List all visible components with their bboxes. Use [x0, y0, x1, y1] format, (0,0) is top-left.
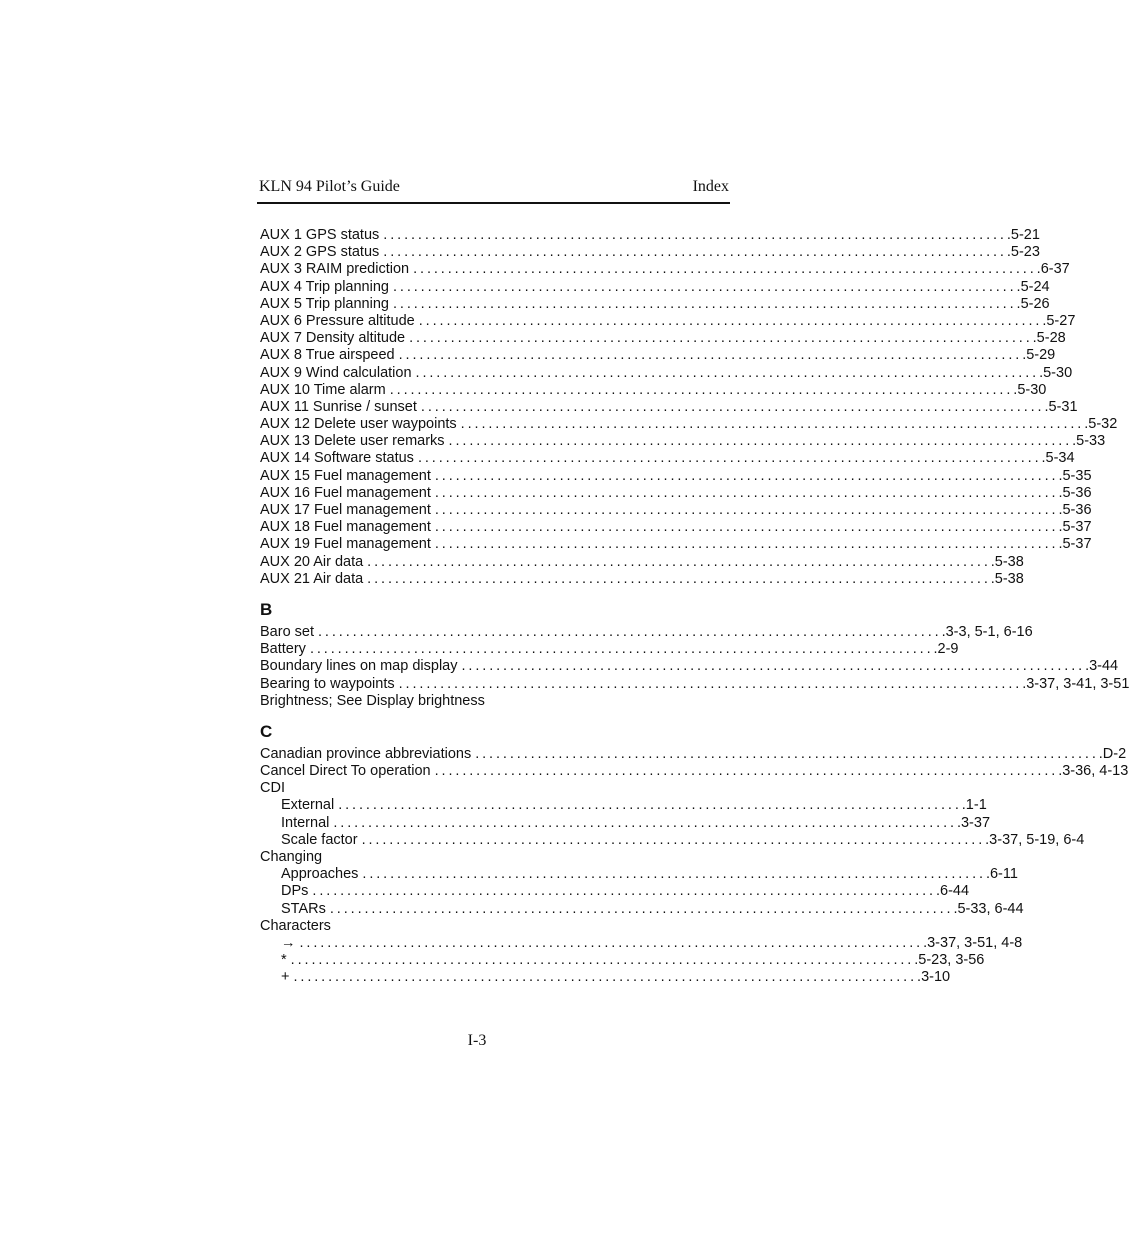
index-entry	[260, 553, 1024, 571]
entry-label: →	[281, 934, 296, 951]
entry-page-ref: .5-36	[1058, 484, 1092, 501]
entry-label: AUX 17 Fuel management	[260, 502, 431, 518]
index-entry	[260, 952, 985, 969]
dot-leader: ..........................................................................................	[389, 381, 1014, 398]
index-entry	[260, 814, 991, 832]
entry-label: *	[281, 952, 287, 969]
index-entry	[260, 381, 1047, 399]
page-number: I-3	[467, 1032, 487, 1049]
entry-page-ref: .3-36, 4-13	[1058, 763, 1129, 780]
index-entry	[260, 934, 1023, 952]
dot-leader: ..........................................................................................	[329, 900, 954, 917]
index-entry	[260, 780, 723, 797]
dot-leader: ..........................................................................................	[392, 278, 1017, 295]
dot-leader: ..........................................................................................	[461, 658, 1086, 675]
entry-page-ref: .3-37	[956, 814, 991, 831]
index-entry	[260, 450, 1075, 467]
dot-leader: ..........................................................................................	[312, 883, 936, 900]
entry-label: AUX 13 Delete user remarks	[260, 433, 445, 450]
entry-page-ref: .5-33, 6-44	[953, 900, 1024, 917]
dot-leader: ..........................................................................................	[383, 227, 1007, 243]
entry-page-ref: .3-37, 3-41, 3-51	[1022, 675, 1129, 692]
header-divider	[257, 202, 730, 204]
dot-leader: ..........................................................................................	[309, 641, 934, 658]
entry-label: AUX 20 Air data	[260, 553, 364, 570]
index-entry	[260, 883, 970, 900]
dot-leader: ..........................................................................................	[434, 519, 1059, 536]
entry-page-ref: .5-37	[1058, 519, 1092, 536]
dot-leader: ..........................................................................................	[434, 536, 1059, 553]
index-entry	[260, 484, 1092, 502]
dot-leader: ..........................................................................................	[299, 934, 924, 951]
entry-page-ref: .1-1	[961, 797, 987, 814]
dot-leader: ..........................................................................................	[367, 553, 991, 570]
dot-leader: ..........................................................................................	[415, 364, 1040, 381]
index-entry	[260, 261, 1070, 278]
dot-leader: ..........................................................................................	[448, 433, 1073, 450]
dot-leader: ..........................................................................................	[362, 866, 986, 883]
dot-leader: ..........................................................................................	[367, 570, 991, 587]
index-entry	[260, 347, 1056, 364]
entry-label: Scale factor	[281, 831, 358, 848]
dot-leader: ..........................................................................................	[398, 347, 1023, 364]
dot-leader: ..........................................................................................	[434, 763, 1059, 780]
dot-leader: ..........................................................................................	[383, 244, 1007, 261]
entry-page-ref: .3-37, 5-19, 6-4	[985, 831, 1085, 848]
entry-label: AUX 2 GPS status	[260, 244, 380, 261]
index-entry	[260, 831, 1085, 849]
index-entry	[260, 623, 1033, 641]
index-entry	[260, 502, 1092, 519]
entry-label: AUX 4 Trip planning	[260, 278, 389, 295]
entry-page-ref: .3-10	[917, 969, 951, 986]
entry-label: Baro set	[260, 623, 314, 640]
entry-page-ref: .5-36	[1058, 502, 1092, 518]
index-entry	[260, 467, 1092, 485]
index-entry	[260, 969, 951, 986]
entry-page-ref: .5-37	[1058, 536, 1092, 553]
entry-page-ref: .5-32	[1084, 416, 1118, 433]
entry-label: Characters	[260, 917, 331, 934]
entry-label: Bearing to waypoints	[260, 675, 395, 692]
entry-page-ref: .5-23	[1006, 244, 1040, 261]
entry-page-ref: .5-38	[990, 553, 1024, 570]
entry-page-ref: .5-30	[1013, 381, 1047, 398]
entry-label: STARs	[281, 900, 326, 917]
entry-page-ref: .5-24	[1016, 278, 1050, 295]
entry-label: Changing	[260, 849, 323, 865]
entry-label: Internal	[281, 814, 330, 831]
entry-label: AUX 19 Fuel management	[260, 536, 431, 553]
guide-title: KLN 94 Pilot’s Guide	[259, 178, 400, 195]
dot-leader: ..........................................................................................	[361, 831, 986, 848]
entry-label: AUX 5 Trip planning	[260, 295, 389, 312]
running-header	[259, 176, 729, 198]
dot-leader: ..........................................................................................	[413, 261, 1037, 278]
index-entry	[260, 658, 1119, 675]
dot-leader: ..........................................................................................	[293, 969, 918, 986]
entry-label: AUX 9 Wind calculation	[260, 364, 412, 381]
section-letter: C	[260, 721, 273, 741]
entry-page-ref: .5-27	[1042, 312, 1076, 329]
entry-label: Approaches	[281, 866, 359, 883]
entry-page-ref: .5-35	[1058, 467, 1092, 484]
index-entry	[260, 295, 1050, 313]
index-entry	[260, 364, 1073, 382]
entry-page-ref: .5-34	[1041, 450, 1075, 467]
index-entry	[260, 675, 1129, 693]
index-entry	[260, 918, 723, 935]
entry-label: AUX 21 Air data	[260, 570, 364, 587]
entry-page-ref: .5-29	[1022, 347, 1056, 364]
index-entry	[260, 866, 1018, 883]
entry-page-ref: .2-9	[933, 641, 959, 658]
index-list	[260, 227, 1129, 987]
entry-label: Battery	[260, 641, 306, 658]
dot-leader: ..........................................................................................	[290, 952, 915, 969]
entry-label: Cancel Direct To operation	[260, 763, 431, 780]
entry-page-ref: .5-23, 3-56	[914, 952, 985, 969]
entry-page-ref: .5-28	[1032, 330, 1066, 347]
section-title: Index	[692, 178, 729, 195]
dot-leader: ..........................................................................................	[418, 312, 1043, 329]
entry-page-ref: .D-2	[1098, 745, 1127, 762]
entry-label: AUX 3 RAIM prediction	[260, 261, 410, 278]
index-entry	[260, 536, 1092, 553]
entry-page-ref: .5-33	[1072, 433, 1106, 450]
dot-leader: ..........................................................................................	[434, 502, 1059, 518]
dot-leader: ..........................................................................................	[398, 675, 1023, 692]
index-entry	[260, 519, 1092, 536]
entry-page-ref: .5-21	[1006, 227, 1040, 243]
dot-leader: ..........................................................................................	[420, 398, 1045, 415]
entry-label: External	[281, 797, 335, 814]
entry-page-ref: .3-44	[1085, 658, 1119, 675]
entry-page-ref: .5-26	[1016, 295, 1050, 312]
entry-page-ref: .5-38	[990, 570, 1024, 587]
dot-leader: ..........................................................................................	[318, 623, 942, 640]
entry-page-ref: .5-31	[1044, 398, 1078, 415]
dot-leader: ..........................................................................................	[434, 467, 1059, 484]
dot-leader: ..........................................................................................	[460, 416, 1085, 433]
entry-label: DPs	[281, 883, 309, 900]
entry-label: AUX 18 Fuel management	[260, 519, 431, 536]
dot-leader: ..........................................................................................	[475, 745, 1099, 762]
entry-label: Boundary lines on map display	[260, 658, 458, 675]
dot-leader: ..........................................................................................	[417, 450, 1042, 467]
section-letter: B	[260, 599, 273, 619]
dot-leader: ..........................................................................................	[338, 797, 962, 814]
entry-label: AUX 1 GPS status	[260, 227, 380, 243]
index-entry	[260, 570, 1024, 588]
index-entry	[260, 330, 1066, 347]
index-entry	[260, 227, 1040, 244]
entry-page-ref: .3-3, 5-1, 6-16	[941, 623, 1033, 640]
index-entry	[260, 244, 1040, 261]
index-entry	[260, 278, 1050, 296]
entry-page-ref: .5-30	[1039, 364, 1073, 381]
dot-leader: ..........................................................................................	[409, 330, 1033, 347]
index-entry	[260, 416, 1118, 433]
entry-page-ref: .6-11	[985, 866, 1018, 883]
index-entry	[260, 797, 987, 814]
dot-leader: ..........................................................................................	[333, 814, 957, 831]
index-entry	[260, 693, 723, 710]
entry-page-ref: .6-44	[935, 883, 970, 900]
entry-label: +	[281, 969, 290, 986]
index-entry	[260, 849, 723, 866]
entry-label: AUX 16 Fuel management	[260, 484, 431, 501]
entry-label: AUX 8 True airspeed	[260, 347, 395, 364]
entry-page-ref: .6-37	[1036, 261, 1070, 278]
index-entry	[260, 900, 1024, 918]
index-entry	[260, 763, 1129, 780]
index-entry	[260, 398, 1078, 416]
index-entry	[260, 312, 1076, 330]
entry-label: AUX 10 Time alarm	[260, 381, 386, 398]
entry-label: AUX 14 Software status	[260, 450, 414, 467]
entry-label: AUX 15 Fuel management	[260, 467, 431, 484]
entry-label: AUX 12 Delete user waypoints	[260, 416, 457, 433]
entry-label: Brightness; See Display brightness	[260, 692, 485, 709]
entry-label: CDI	[260, 780, 285, 797]
dot-leader: ..........................................................................................	[392, 295, 1017, 312]
entry-page-ref: .3-37, 3-51, 4-8	[923, 934, 1023, 951]
index-entry	[260, 745, 1127, 763]
entry-label: Canadian province abbreviations	[260, 745, 472, 762]
index-entry	[260, 433, 1106, 450]
entry-label: AUX 7 Density altitude	[260, 330, 406, 347]
dot-leader: ..........................................................................................	[434, 484, 1059, 501]
index-entry	[260, 641, 959, 658]
entry-label: AUX 11 Sunrise / sunset	[260, 398, 417, 415]
entry-label: AUX 6 Pressure altitude	[260, 312, 415, 329]
